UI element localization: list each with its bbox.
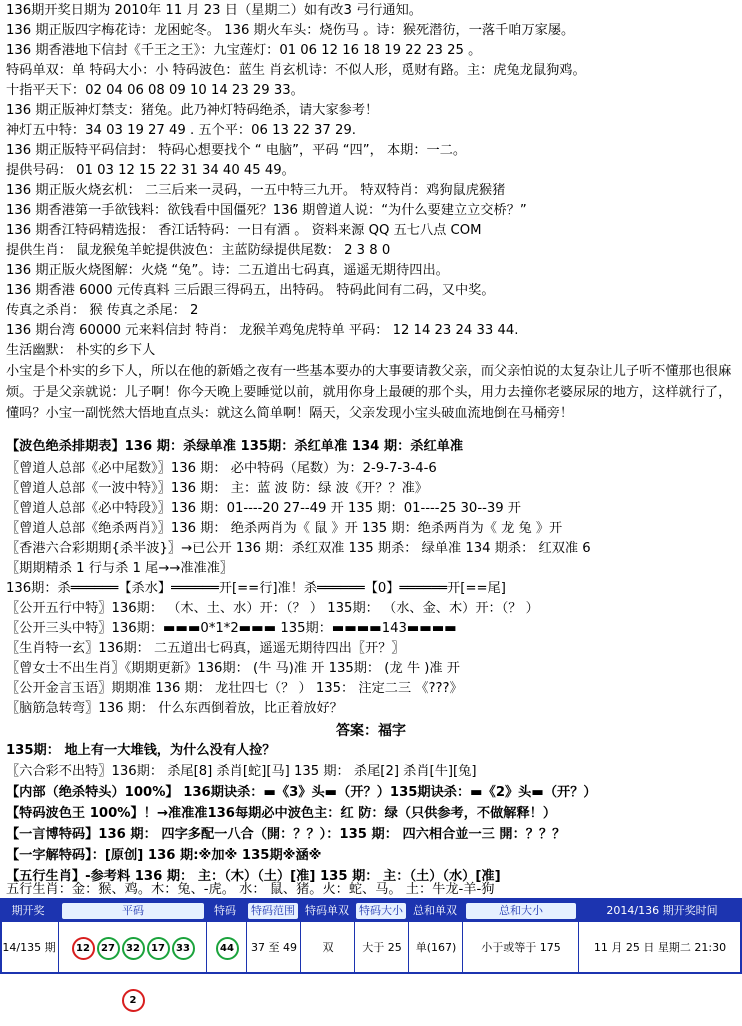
cell-sum-size: 小于或等于 175 <box>462 922 579 974</box>
text-line: 136 期香港第一手欲钱料：欲钱看中国僵死？136 期曾道人说：“为什么要建立立交桥？” <box>6 203 527 218</box>
text-line: 136 期香港地下信封《千王之王》：九宝莲灯：01 06 12 16 18 19 22 23 25 。 <box>6 43 482 58</box>
text-line: 136 期正版四字梅花诗：龙困蛇冬。 136 期火车头：烧伤马 。诗：猴死潜彷，一落千咱万家屡。 <box>6 23 575 38</box>
text-line: 〖香港六合彩期期{杀半波}〗→已公开 136 期：杀红双准 135 期杀： 绿单准 134 期杀： 红双准 6 <box>6 541 591 556</box>
text-line: 提供生肖： 鼠龙猴兔羊蛇提供波色：主蓝防绿提供尾数： 2 3 8 0 <box>6 243 391 258</box>
text-line: 〖期期精杀 1 行与杀 1 尾→→准准准〗 <box>6 561 234 576</box>
text-line: 【波色绝杀排期表】136 期：杀绿单准 135期：杀红单准 134 期：杀红单准 <box>6 439 464 454</box>
number-ball: 12 <box>72 937 95 960</box>
text-line: 提供号码： 01 03 12 15 22 31 34 40 45 49。 <box>6 163 295 178</box>
text-line: 〖公开五行中特〗136期： （木、土、水）开：（？ ） 135期： （水、金、木）开：（？ ） <box>6 601 539 616</box>
text-line: 【一言博特码】136 期： 四字多配一八合（開：？？）：135 期： 四六相合並一三 開：？？？ <box>6 827 566 842</box>
cell-sum-odd-even: 单(167) <box>408 922 463 974</box>
text-line: 〖曾道人总部《一波中特》〗136 期： 主：蓝 波 防：绿 波《开？？准》 <box>6 481 428 496</box>
text-line: 十指平天下：02 04 06 08 09 10 14 23 29 33。 <box>6 83 304 98</box>
text-line: 136 期香港 6000 元传真料 三后跟三得码五，出特码。 特码此间有二码，又中奖。 <box>6 283 495 298</box>
number-ball: 27 <box>97 937 120 960</box>
text-line: 〖曾道人总部《绝杀两肖》〗136 期： 绝杀两肖为《 鼠 》开 135 期：绝杀两肖为《 龙 兔 》开 <box>6 521 563 536</box>
number-ball: 17 <box>147 937 170 960</box>
text-line: 〖曾道人总部《必中尾数》〗136 期： 必中特码（尾数）为：2-9-7-3-4-6 <box>6 461 437 476</box>
text-line: 〖六合彩不出特〗136期： 杀尾[8] 杀肖[蛇][马] 135 期： 杀尾[2] 杀肖[牛][兔] <box>6 764 477 779</box>
text-line: 135期： 地上有一大堆钱，为什么没有人捡？ <box>6 743 276 758</box>
humor-story: 小宝是个朴实的乡下人，所以在他的新婚之夜有一些基本要办的大事要请教父亲，而父亲怕说的太复杂让儿子听不懂那也很麻烦。于是父亲就说：儿子啊！你今天晚上要睡觉以前，就用你身上最硬的那个头，用力去撞你老婆尿尿的地方，这样就行了，懂吗？小宝一副恍然大悟地直点头：就这么简单啊！隔天，父亲发现小宝头破血流地倒在马桶旁！ <box>6 364 732 421</box>
header-period: 期开奖 <box>11 904 45 917</box>
text-line: 136 期正版火烧图解：火烧 “兔”。诗：二五道出七码真，遥遥无期待四出。 <box>6 263 449 278</box>
text-line: 传真之杀肖： 猴 传真之杀尾： 2 <box>6 303 199 318</box>
text-line: 【内部（绝杀特头）100%】 136期诀杀：▬《3》头▬（开？）135期诀杀：▬《2》头▬（开？） <box>6 785 597 800</box>
header-draw-time: 2014/136 期开奖时间 <box>606 904 718 917</box>
text-line: 【五行生肖】-参考料 136 期： 主：（木）（土）[准] 135 期： 主：（土）（水）[准] <box>6 869 501 884</box>
cell-special <box>206 922 247 974</box>
results-table <box>0 898 742 1006</box>
number-ball: 2 <box>122 989 145 1012</box>
header-special: 特码 <box>214 904 236 917</box>
text-line: 特码单双：单 特码大小：小 特码波色：蓝生 肖玄机诗：不似人形，觅财有路。主：虎兔龙鼠狗鸡。 <box>6 63 586 78</box>
text-line: 136 期台湾 60000 元来料信封 特肖： 龙猴羊鸡兔虎特单 平码： 12 14 23 24 33 44. <box>6 323 519 338</box>
text-line: 136 期香江特码精选报： 香江话特码：一日有酒 。 资料来源 QQ 五七八点 COM <box>6 223 482 238</box>
cell-period: 14/135 期 <box>2 941 56 954</box>
cell-odd-even: 双 <box>300 922 355 974</box>
text-line: 〖曾女士不出生肖〗《期期更新》136期： (牛 马)准 开 135期： (龙 牛 )准 开 <box>6 661 460 676</box>
header-odd-even: 特码单双 <box>305 904 349 917</box>
cell-balls <box>58 922 207 1006</box>
header-numbers: 平码 <box>62 903 204 919</box>
number-ball: 32 <box>122 937 145 960</box>
cell-size: 大于 25 <box>354 922 409 974</box>
text-line: 神灯五中特：34 03 19 27 49 . 五个平：06 13 22 37 29. <box>6 123 356 138</box>
header-size: 特码大小 <box>356 903 406 919</box>
text-line: 五行生肖：金：猴、鸡。木：兔、-虎。 水： 鼠、猪。火：蛇、马。 土：牛龙-羊-狗 <box>6 882 495 897</box>
header-sum-size: 总和大小 <box>466 903 576 919</box>
text-line: 〖曾道人总部《必中特段》〗136 期：01----20 27--49 开 135 期：01----25 30--39 开 <box>6 501 521 516</box>
table-header <box>2 900 740 922</box>
table-row <box>2 922 740 1006</box>
cell-draw-time: 11 月 25 日 星期二 21:30 <box>578 922 741 974</box>
text-line: 136 期正版神灯禁支：猪兔。此乃神灯特码绝杀，请大家参考！ <box>6 103 379 118</box>
header-sum-odd-even: 总和单双 <box>413 904 457 917</box>
header-range: 特码范围 <box>248 903 298 919</box>
text-line: 136期开奖日期为 2010年 11 月 23 日（星期二）如有改3 弓行通知。 <box>6 3 422 18</box>
number-ball: 33 <box>172 937 195 960</box>
text-line: 〖生肖特一玄〗136期： 二五道出七码真，遥遥无期待四出〖开？〗 <box>6 641 405 656</box>
cell-range: 37 至 49 <box>246 922 301 974</box>
special-ball: 44 <box>216 937 239 960</box>
text-line: 〖公开三头中特〗136期：▬▬▬0*1*2▬▬▬ 135期：▬▬▬▬143▬▬▬▬ <box>6 621 457 636</box>
text-line: 136 期正版火烧玄机： 二三后来一灵码，一五中特三九开。 特双特肖：鸡狗鼠虎猴猪 <box>6 183 506 198</box>
text-line: 〖公开金言玉语〗期期准 136 期： 龙壮四七（？ ） 135： 注定二三 《???》 <box>6 681 463 696</box>
text-line: 生活幽默： 朴实的乡下人 <box>6 343 156 358</box>
text-line: 〖脑筋急转弯〗136 期： 什么东西倒着放，比正着放好？ <box>6 701 343 716</box>
text-line: 【一字解特码】：[原创] 136 期:※加※ 135期※涵※ <box>6 848 322 863</box>
riddle-answer: 答案：福字 <box>336 723 406 739</box>
text-line: 136 期正版特平码信封： 特码心想要找个 “ 电脑”，平码 “四”， 本期：一二。 <box>6 143 467 158</box>
text-line: 136期：杀══════【杀水】══════开[==行]准！杀══════【0】══════开[==尾] <box>6 581 506 596</box>
text-line: 【特码波色王 100%】！→准准准136每期必中波色主：红 防：绿（只供参考，不做解释！） <box>6 806 557 821</box>
